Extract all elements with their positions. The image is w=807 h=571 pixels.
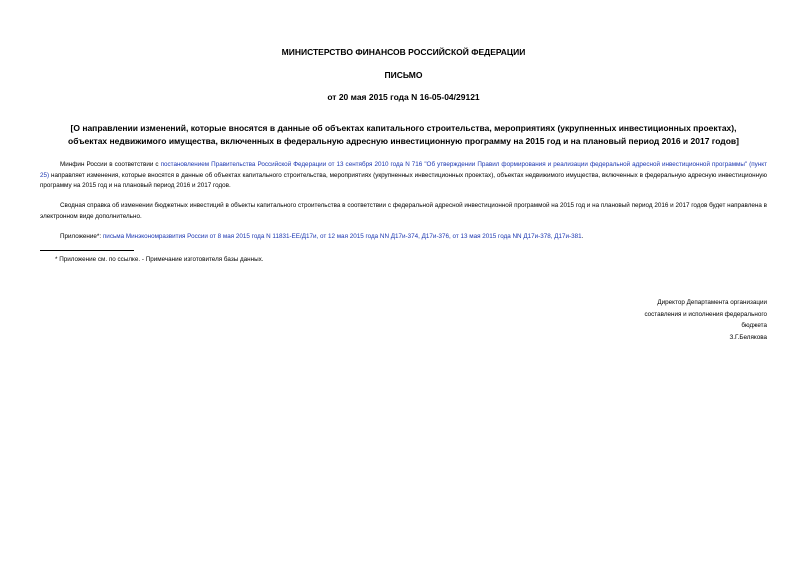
signature-line-3: бюджета [741,322,767,329]
ministry-title: МИНИСТЕРСТВО ФИНАНСОВ РОССИЙСКОЙ ФЕДЕРАЦИИ [281,47,526,57]
signature-line-2: составления и исполнения федерального [644,310,767,318]
signature-line-1: Директор Департамента организации [657,299,767,306]
appendix-end: . [581,233,584,240]
resolution-link[interactable]: постановлением Правительства Российской Федерации от 13 сентября 2010 года N 716 "Об утверждении Правил формирования и реализации федеральной адресной инвестиционной программы" [160,161,748,168]
document-subject [40,122,767,148]
paragraph-1-end: направляет изменения, которые вносятся в данные об объектах капитального строительства, мероприятиях (укрупненных инвестиционных проектах), объектах недвижимого имущества, включенных в федеральную адресную инвестиционную программу на 2015 год и на плановый период 2016 и 2017 годов. [40,171,767,189]
signature-block [644,297,767,343]
subject-line-2: объектах недвижимого имущества, включенных в федеральную адресную инвестиционную программу на 2015 год и на плановый период 2016 и 2017 годов] [68,136,739,146]
clause-link[interactable]: (пункт 25) [40,161,767,179]
footnote-divider [40,250,134,251]
appendix-label: Приложение*: [60,233,103,240]
footnote: * Приложение см. по ссылке. - Примечание изготовителя базы данных. [55,256,264,263]
signature-name: З.Г.Белякова [729,333,767,341]
subject-line-1: [О направлении изменений, которые вносятся в данные об объектах капитального строительства, мероприятиях (укрупненных инвестиционных проектах), [70,123,737,133]
document-type: ПИСЬМО [384,70,423,80]
appendix-link[interactable]: письма Минэкономразвития России от 8 мая 2015 года N 11831-ЕЕ/Д17и, от 12 мая 2015 года NN Д17и-374, Д17и-376, от 13 мая 2015 года NN Д17и-378, Д17и-381 [102,233,582,240]
document-date-number: от 20 мая 2015 года N 16-05-04/29121 [327,92,480,102]
paragraph-3 [40,232,767,243]
paragraph-1-start: Минфин России в соответствии с [60,161,161,168]
paragraph-2: Сводная справка об изменении бюджетных инвестиций в объекты капитального строительства в соответствии с федеральной адресной инвестиционной программой на 2015 год и на плановый период 2016 и 2017 годов будет направлена в электронном виде дополнительно. [40,202,767,220]
paragraph-1 [40,160,767,192]
